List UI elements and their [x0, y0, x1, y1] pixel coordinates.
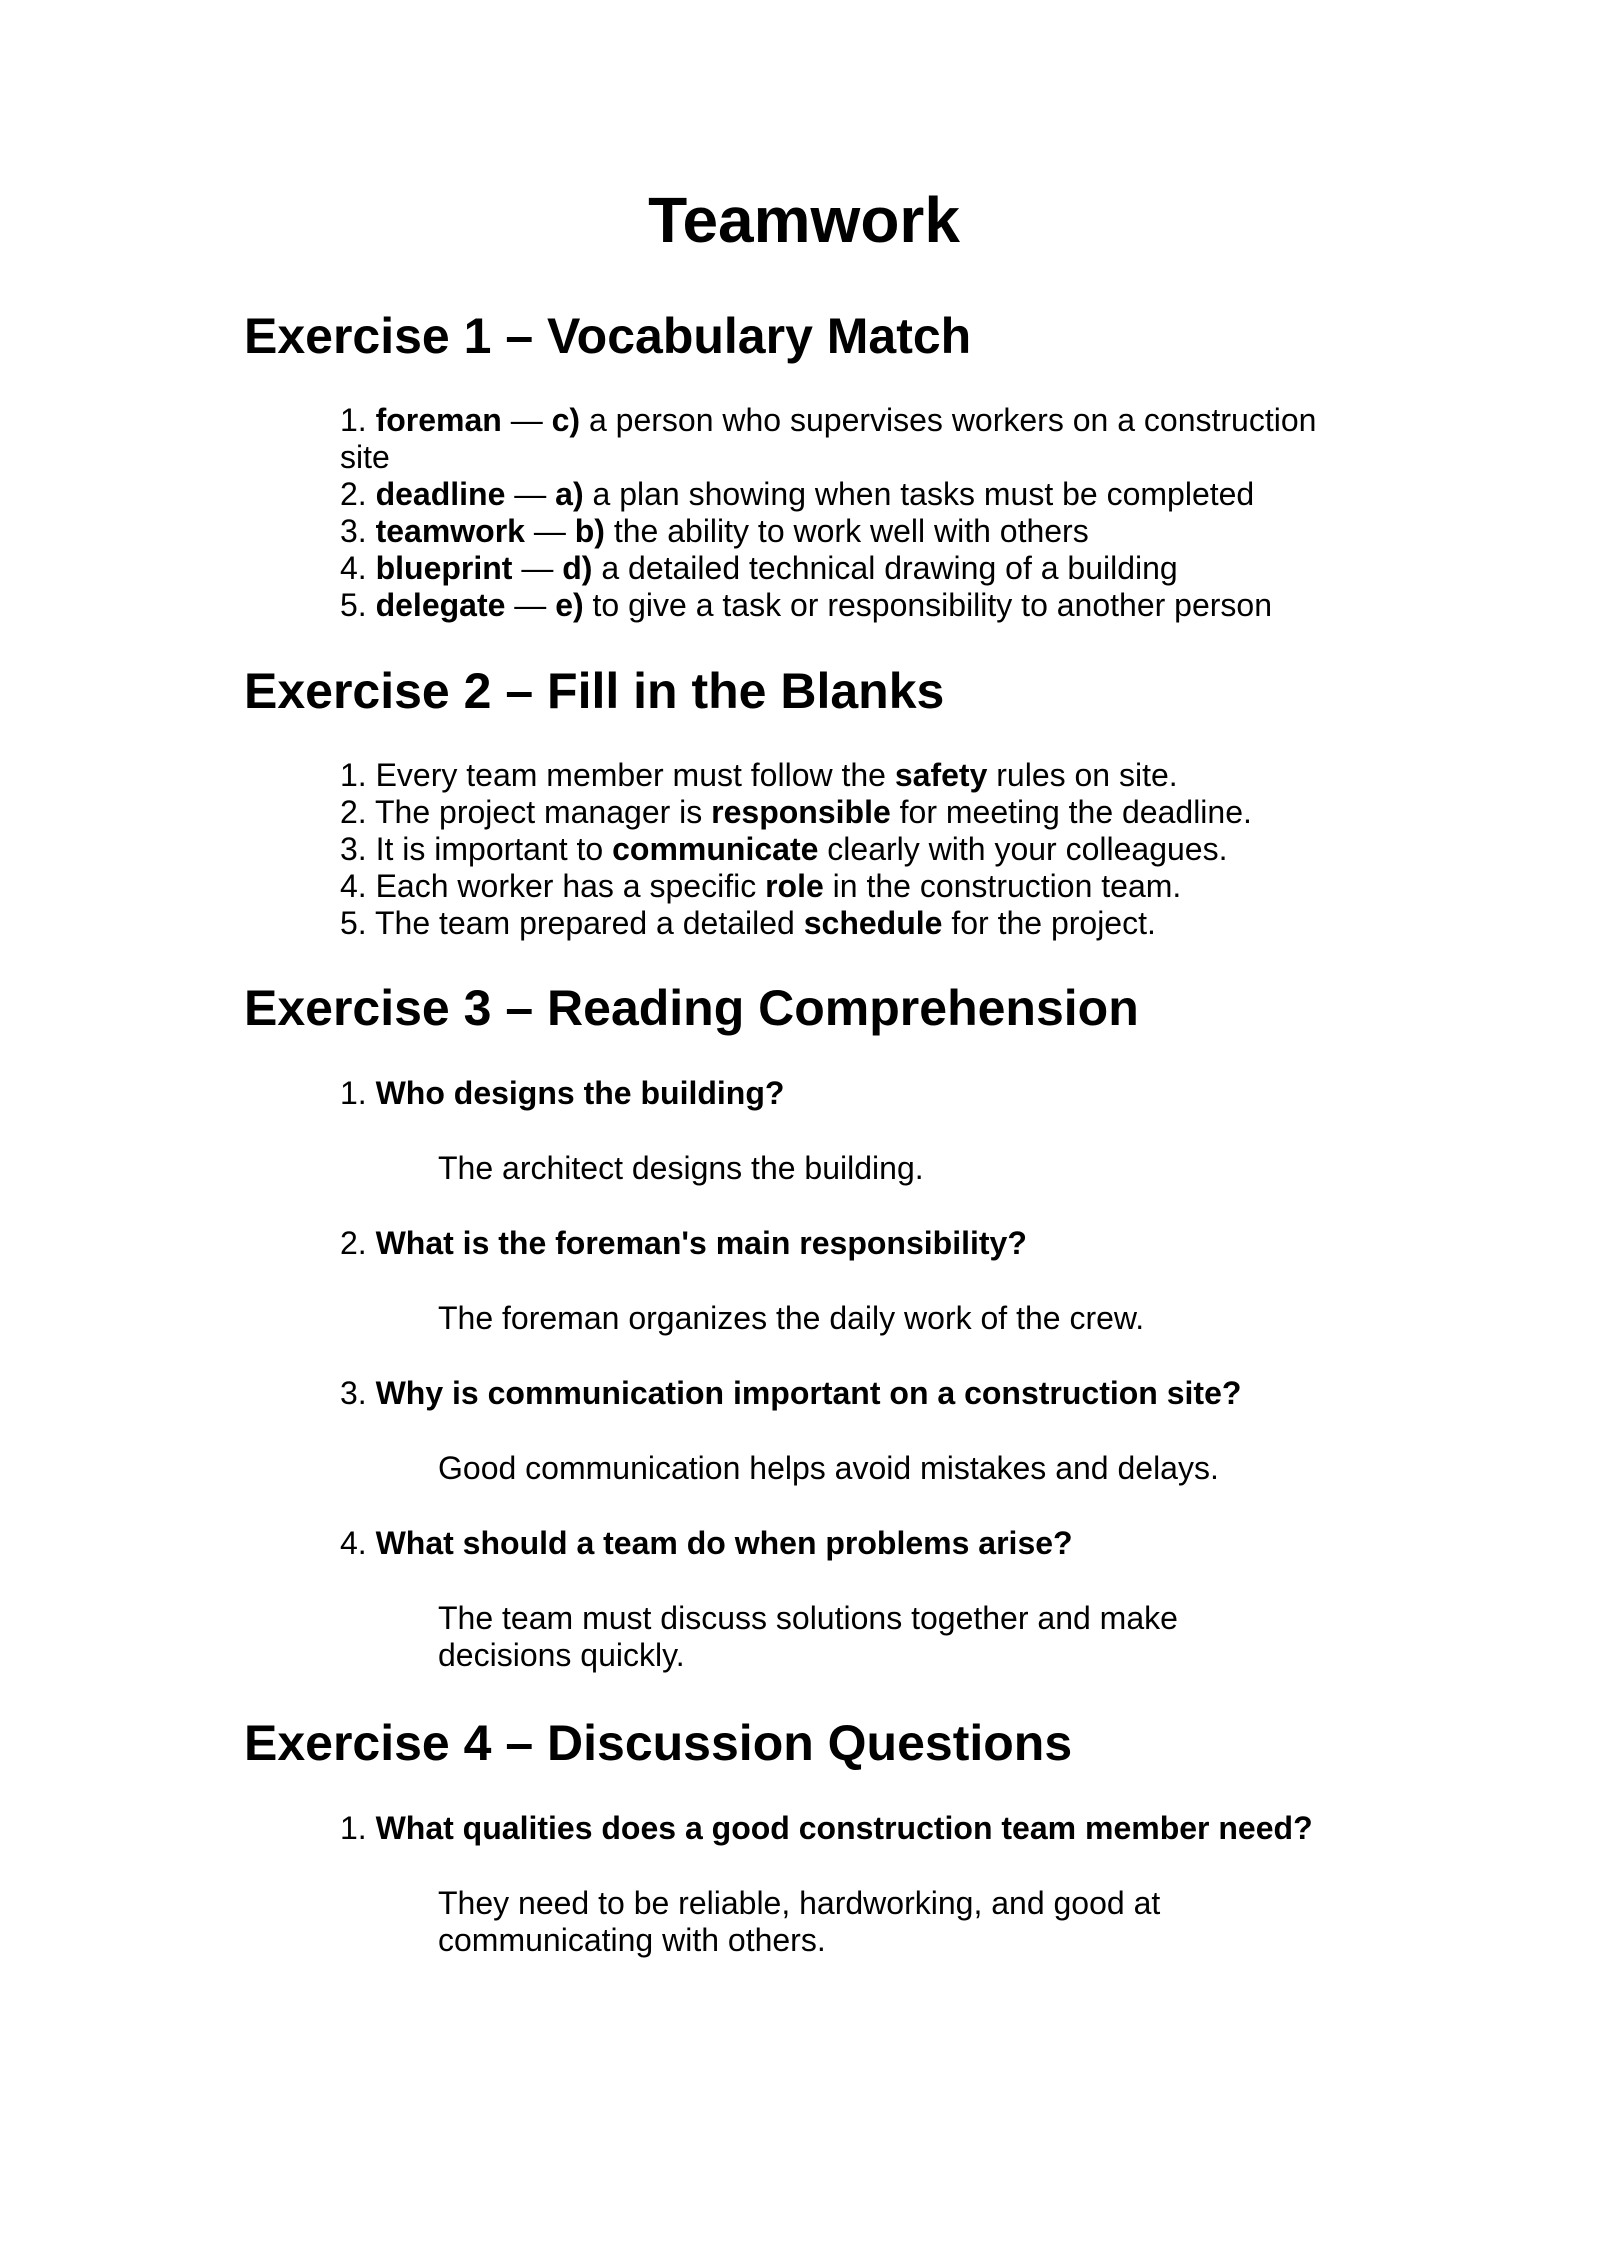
- fill-blank-item: 5. The team prepared a detailed schedule for the project.: [340, 905, 1156, 941]
- comprehension-question: 3. Why is communication important on a construction site?: [340, 1375, 1242, 1411]
- exercise-4-heading: Exercise 4 – Discussion Questions: [244, 1715, 1073, 1771]
- exercise-3-heading: Exercise 3 – Reading Comprehension: [244, 980, 1139, 1036]
- fill-blank-item: 1. Every team member must follow the safety rules on site.: [340, 757, 1178, 793]
- vocabulary-item: 3. teamwork — b) the ability to work well with others: [340, 513, 1089, 549]
- comprehension-question: 2. What is the foreman's main responsibility?: [340, 1225, 1027, 1261]
- vocabulary-item: 1. foreman — c) a person who supervises workers on a construction site: [340, 402, 1317, 475]
- comprehension-question: 4. What should a team do when problems arise?: [340, 1525, 1073, 1561]
- exercise-2-heading: Exercise 2 – Fill in the Blanks: [244, 663, 945, 719]
- vocabulary-item: 5. delegate — e) to give a task or responsibility to another person: [340, 587, 1273, 623]
- fill-blank-item: 4. Each worker has a specific role in the construction team.: [340, 868, 1182, 904]
- vocabulary-item: 2. deadline — a) a plan showing when tasks must be completed: [340, 476, 1255, 512]
- comprehension-answer: The architect designs the building.: [438, 1150, 924, 1186]
- page-title: Teamwork: [648, 184, 960, 256]
- vocabulary-item: 4. blueprint — d) a detailed technical drawing of a building: [340, 550, 1178, 586]
- fill-in-blanks-list: [340, 757, 1340, 942]
- exercise-1-heading: Exercise 1 – Vocabulary Match: [244, 308, 972, 364]
- discussion-question: 1. What qualities does a good construction team member need?: [340, 1810, 1313, 1846]
- fill-blank-item: 2. The project manager is responsible for meeting the deadline.: [340, 794, 1252, 830]
- discussion-answer: They need to be reliable, hardworking, and good at communicating with others.: [438, 1885, 1161, 1958]
- vocabulary-match-list: [340, 402, 1340, 624]
- comprehension-answer: The team must discuss solutions together and make decisions quickly.: [438, 1600, 1178, 1673]
- comprehension-question: 1. Who designs the building?: [340, 1075, 785, 1111]
- comprehension-answer: The foreman organizes the daily work of the crew.: [438, 1300, 1145, 1336]
- comprehension-answer: Good communication helps avoid mistakes and delays.: [438, 1450, 1219, 1486]
- fill-blank-item: 3. It is important to communicate clearly with your colleagues.: [340, 831, 1228, 867]
